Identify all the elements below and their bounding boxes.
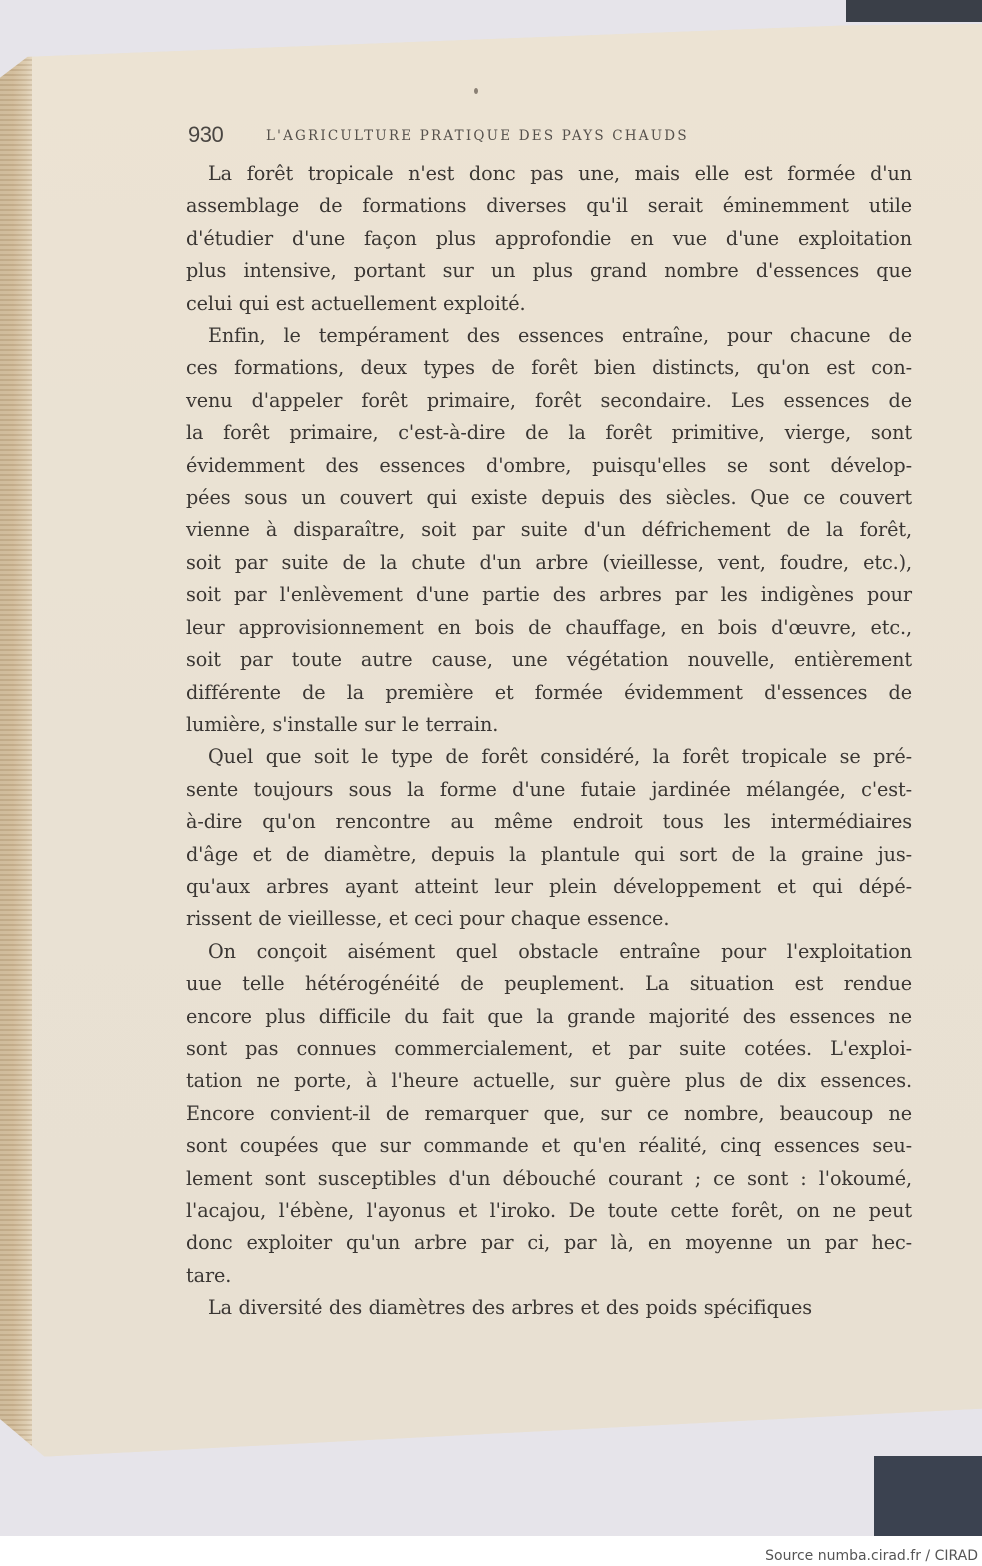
text-line: uue telle hétérogénéité de peuplement. La situation est rendue: [186, 972, 912, 996]
text-line: à-dire qu'on rencontre au même endroit tous les intermédiaires: [186, 810, 912, 834]
text-line: sont pas connues commercialement, et par suite cotées. L'exploi-: [186, 1036, 912, 1060]
text-line: Encore convient-il de remarquer que, sur ce nombre, beaucoup ne: [186, 1101, 912, 1125]
text-line: donc exploiter qu'un arbre par ci, par là, en moyenne un par hec-: [186, 1231, 912, 1255]
paragraph: [186, 936, 912, 1292]
text-line: tare.: [186, 1263, 232, 1287]
body-text: [186, 158, 912, 1325]
text-line: On conçoit aisément quel obstacle entraîne pour l'exploitation: [208, 939, 912, 963]
text-line: vienne à disparaître, soit par suite d'un défrichement de la forêt,: [186, 518, 912, 542]
paragraph: [186, 158, 912, 320]
text-line: La diversité des diamètres des arbres et des poids spécifiques: [208, 1296, 813, 1320]
text-line: encore plus difficile du fait que la grande majorité des essences ne: [186, 1004, 912, 1028]
text-line: d'étudier d'une façon plus approfondie en vue d'une exploitation: [186, 226, 912, 250]
text-line: venu d'appeler forêt primaire, forêt secondaire. Les essences de: [186, 388, 912, 412]
text-line: sente toujours sous la forme d'une futaie jardinée mélangée, c'est-: [186, 777, 912, 801]
scanner-background-top: [846, 0, 982, 22]
text-line: lumière, s'installe sur le terrain.: [186, 712, 499, 736]
page-content: [186, 118, 912, 1325]
text-line: qu'aux arbres ayant atteint leur plein développement et qui dépé-: [186, 874, 912, 898]
paragraph: [186, 741, 912, 935]
text-line: Enfin, le tempérament des essences entraîne, pour chacune de: [208, 324, 912, 348]
paper-speck: [746, 1440, 750, 1447]
text-line: pées sous un couvert qui existe depuis des siècles. Que ce couvert: [186, 486, 912, 510]
text-line: différente de la première et formée évidemment d'essences de: [186, 680, 912, 704]
text-line: Quel que soit le type de forêt considéré, la forêt tropicale se pré-: [208, 745, 912, 769]
running-head: [186, 118, 912, 158]
text-line: assemblage de formations diverses qu'il serait éminemment utile: [186, 194, 912, 218]
paragraph: [186, 320, 912, 741]
text-line: lement sont susceptibles d'un débouché courant ; ce sont : l'okoumé,: [186, 1166, 912, 1190]
text-line: l'acajou, l'ébène, l'ayonus et l'iroko. De toute cette forêt, on ne peut: [186, 1199, 912, 1222]
paper-speck: [474, 88, 478, 94]
text-line: ces formations, deux types de forêt bien distincts, qu'on est con-: [186, 356, 912, 380]
text-line: la forêt primaire, c'est-à-dire de la forêt primitive, vierge, sont: [186, 421, 912, 445]
paragraph: [186, 1292, 912, 1324]
source-credit: Source numba.cirad.fr / CIRAD: [765, 1548, 978, 1564]
text-line: soit par l'enlèvement d'une partie des arbres par les indigènes pour: [186, 583, 912, 607]
text-line: leur approvisionnement en bois de chauffage, en bois d'œuvre, etc.,: [186, 615, 912, 639]
text-line: soit par toute autre cause, une végétation nouvelle, entièrement: [186, 648, 912, 672]
page-number: 930: [188, 122, 224, 147]
scanner-background-bottom: [874, 1456, 982, 1536]
text-line: tation ne porte, à l'heure actuelle, sur guère plus de dix essences.: [186, 1069, 912, 1093]
text-line: plus intensive, portant sur un plus grand nombre d'essences que: [186, 259, 912, 283]
text-line: d'âge et de diamètre, depuis la plantule qui sort de la graine jus-: [186, 842, 912, 866]
text-line: soit par suite de la chute d'un arbre (vieillesse, vent, foudre, etc.),: [186, 550, 912, 574]
text-line: celui qui est actuellement exploité.: [186, 291, 526, 315]
paper-speck: [474, 1472, 477, 1475]
text-line: La forêt tropicale n'est donc pas une, mais elle est formée d'un: [208, 162, 912, 185]
text-line: sont coupées que sur commande et qu'en réalité, cinq essences seu-: [186, 1134, 912, 1158]
text-line: rissent de vieillesse, et ceci pour chaque essence.: [186, 907, 670, 931]
book-page-edge: [0, 24, 32, 1516]
running-title: L'AGRICULTURE PRATIQUE DES PAYS CHAUDS: [266, 128, 689, 144]
text-line: évidemment des essences d'ombre, puisqu'elles se sont dévelop-: [186, 453, 912, 477]
